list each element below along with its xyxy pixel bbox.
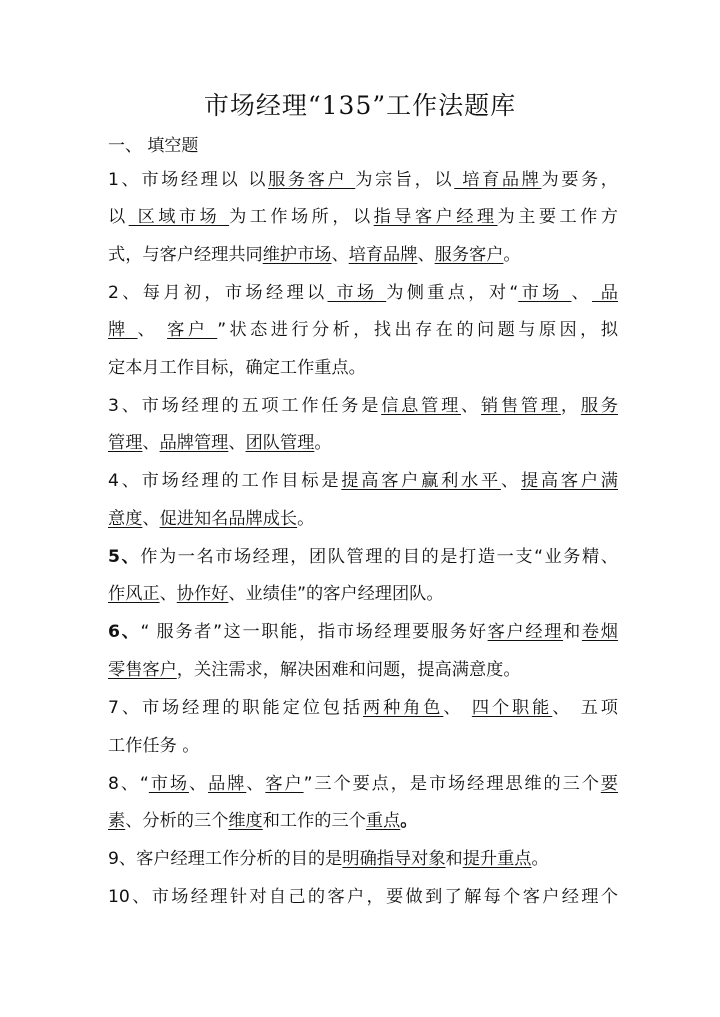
q4-line2: 意度、促进知名品牌成长。 (108, 509, 315, 529)
q2-line2: 牌 、 客户 ”状态进行分析，找出存在的问题与原因，拟 (108, 320, 618, 340)
q3-line2: 管理、品牌管理、团队管理。 (108, 433, 332, 453)
q8-line2: 素、分析的三个维度和工作的三个重点。 (108, 811, 418, 831)
q9-line1: 9、客户经理工作分析的目的是明确指导对象和提升重点。 (108, 849, 549, 869)
q10-line1: 10、市场经理针对自己的客户，要做到了解每个客户经理个 (108, 887, 618, 907)
q6-line1: 6、“ 服务者”这一职能，指市场经理要服务好客户经理和卷烟 (108, 622, 618, 642)
q4-line1: 4、市场经理的工作目标是提高客户赢利水平、提高客户满 (108, 471, 618, 491)
section-heading: 一、 填空题 (108, 136, 199, 156)
q3-line1: 3、市场经理的五项工作任务是信息管理、销售管理，服务 (108, 396, 618, 416)
q1-line3: 式，与客户经理共同维护市场、培育品牌、服务客户。 (108, 245, 521, 265)
q6-line2: 零售客户，关注需求，解决困难和问题，提高满意度。 (108, 660, 521, 680)
q7-line1: 7、市场经理的职能定位包括两种角色、 四个职能、 五项 (108, 698, 618, 718)
q5-line1: 5、作为一名市场经理，团队管理的目的是打造一支“业务精、 (108, 547, 618, 567)
page-title: 市场经理“135”工作法题库 (203, 91, 517, 120)
q8-line1: 8、“市场、品牌、客户”三个要点，是市场经理思维的三个要 (108, 774, 618, 794)
q2-line3: 定本月工作目标，确定工作重点。 (108, 358, 366, 378)
q1-line1: 1、市场经理以 以服务客户 为宗旨，以 培育品牌为要务， (108, 170, 618, 190)
q7-line2: 工作任务 。 (108, 736, 200, 756)
q2-line1: 2、每月初，市场经理以 市场 为侧重点，对“市场 、 品 (108, 283, 618, 303)
q5-line2: 作风正、协作好、业绩佳”的客户经理团队。 (108, 584, 444, 604)
q1-line2: 以 区域市场 为工作场所，以指导客户经理为主要工作方 (108, 207, 618, 227)
